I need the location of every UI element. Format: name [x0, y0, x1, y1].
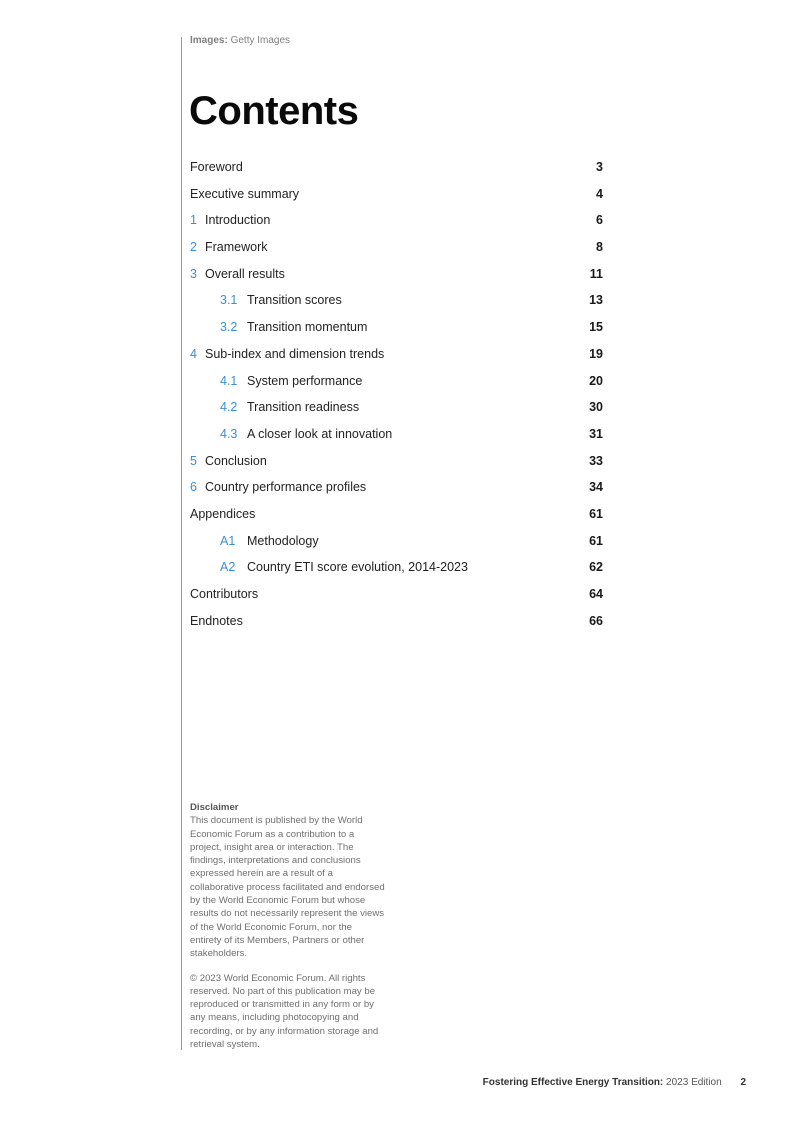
- toc-entry-page: 6: [596, 213, 603, 228]
- toc-entry[interactable]: [190, 234, 603, 261]
- toc-entry-number: 4.3: [220, 426, 238, 441]
- toc-entry[interactable]: [190, 554, 603, 581]
- page-title: Contents: [189, 89, 359, 133]
- toc-entry-label: Country performance profiles: [205, 480, 367, 495]
- toc-entry[interactable]: [190, 608, 603, 635]
- toc-entry-label: Overall results: [205, 266, 285, 281]
- copyright-notice: © 2023 World Economic Forum. All rights reserved. No part of this publication may be reproduced or transmitted in any form or by any means, including photocopying and recording, or by any information storage and retrieval system.: [190, 972, 379, 1051]
- margin-rule: [181, 37, 182, 1050]
- toc-entry-label: Sub-index and dimension trends: [205, 346, 385, 361]
- toc-entry[interactable]: [190, 501, 603, 528]
- toc-entry-page: 31: [589, 426, 603, 441]
- toc-entry[interactable]: [190, 287, 603, 314]
- toc-entry[interactable]: [190, 341, 603, 368]
- toc-entry-label: Country ETI score evolution, 2014-2023: [247, 560, 468, 575]
- toc-entry-page: 8: [596, 240, 603, 255]
- toc-entry-page: 3: [596, 160, 603, 174]
- toc-entry-number: 3.2: [220, 320, 238, 335]
- toc-entry-number: 3: [190, 266, 197, 281]
- toc-entry-page: 4: [596, 186, 603, 201]
- toc-entry[interactable]: [190, 528, 603, 555]
- disclaimer: [190, 801, 385, 1051]
- toc-entry[interactable]: [190, 581, 603, 608]
- toc-entry-number: 4: [190, 346, 197, 361]
- toc-entry-label: Transition readiness: [247, 400, 360, 415]
- toc-entry-label: Conclusion: [205, 453, 267, 468]
- toc-entry-label: Framework: [205, 240, 268, 255]
- toc-entry-page: 33: [589, 453, 603, 468]
- toc-entry-number: 4.1: [220, 373, 238, 388]
- toc-entry-label: Executive summary: [190, 186, 300, 201]
- toc-entry-label: Transition momentum: [247, 320, 368, 335]
- toc-entry-number: A2: [220, 560, 236, 575]
- toc-entry-label: Appendices: [190, 506, 256, 521]
- toc-entry-page: 30: [589, 400, 603, 415]
- toc-entry-page: 61: [589, 506, 603, 521]
- image-credit: [190, 35, 290, 46]
- disclaimer-heading: Disclaimer: [190, 802, 239, 813]
- toc-entry[interactable]: [190, 368, 603, 395]
- toc-entry-page: 20: [589, 373, 603, 388]
- toc-entry-label: Methodology: [247, 533, 319, 548]
- toc-entry[interactable]: [190, 448, 603, 475]
- toc-entry[interactable]: [190, 154, 603, 181]
- footer-edition: 2023 Edition: [666, 1077, 722, 1088]
- toc-entry-page: 15: [589, 320, 603, 335]
- footer-report-title: Fostering Effective Energy Transition:: [482, 1077, 664, 1088]
- toc-entry-number: 4.2: [220, 400, 238, 415]
- image-credit-value: Getty Images: [230, 35, 291, 46]
- toc-entry-page: 62: [589, 560, 603, 575]
- disclaimer-body: This document is published by the World Economic Forum as a contribution to a project, insight area or interaction. The findings, interpretations and conclusions expressed herein are a result of a collaborative process facilitated and endorsed by the World Economic Forum but whose results do not necessarily represent the views of the World Economic Forum, nor the entirety of its Members, Partners or other stakeholders.: [190, 815, 385, 960]
- toc-entry[interactable]: [190, 181, 603, 208]
- table-of-contents: [190, 154, 603, 634]
- toc-entry[interactable]: [190, 474, 603, 501]
- toc-entry-page: 11: [589, 266, 603, 281]
- toc-entry-number: 5: [190, 453, 197, 468]
- toc-entry-number: A1: [220, 533, 236, 548]
- footer-page-number: 2: [740, 1077, 746, 1088]
- toc-entry[interactable]: [190, 394, 603, 421]
- toc-entry-page: 61: [589, 533, 603, 548]
- toc-entry-label: System performance: [247, 373, 363, 388]
- toc-entry-label: A closer look at innovation: [247, 426, 393, 441]
- toc-entry-number: 6: [190, 480, 197, 495]
- toc-entry[interactable]: [190, 207, 603, 234]
- toc-entry-page: 66: [589, 613, 603, 628]
- toc-entry-page: 13: [589, 293, 603, 308]
- toc-entry-page: 34: [589, 480, 603, 495]
- toc-entry-label: Foreword: [190, 160, 243, 174]
- toc-entry-label: Contributors: [190, 587, 259, 601]
- toc-entry-label: Introduction: [205, 213, 271, 228]
- toc-entry-number: 3.1: [220, 293, 238, 308]
- toc-entry-label: Transition scores: [247, 293, 342, 308]
- toc-entry-page: 19: [589, 346, 603, 361]
- page-footer: [483, 1077, 746, 1088]
- toc-entry-page: 64: [589, 587, 603, 601]
- toc-entry[interactable]: [190, 421, 603, 448]
- toc-entry-label: Endnotes: [190, 613, 243, 628]
- toc-entry[interactable]: [190, 261, 603, 288]
- toc-entry-number: 1: [190, 213, 197, 228]
- toc-entry-number: 2: [190, 240, 197, 255]
- toc-entry[interactable]: [190, 314, 603, 341]
- image-credit-label: Images:: [190, 35, 228, 46]
